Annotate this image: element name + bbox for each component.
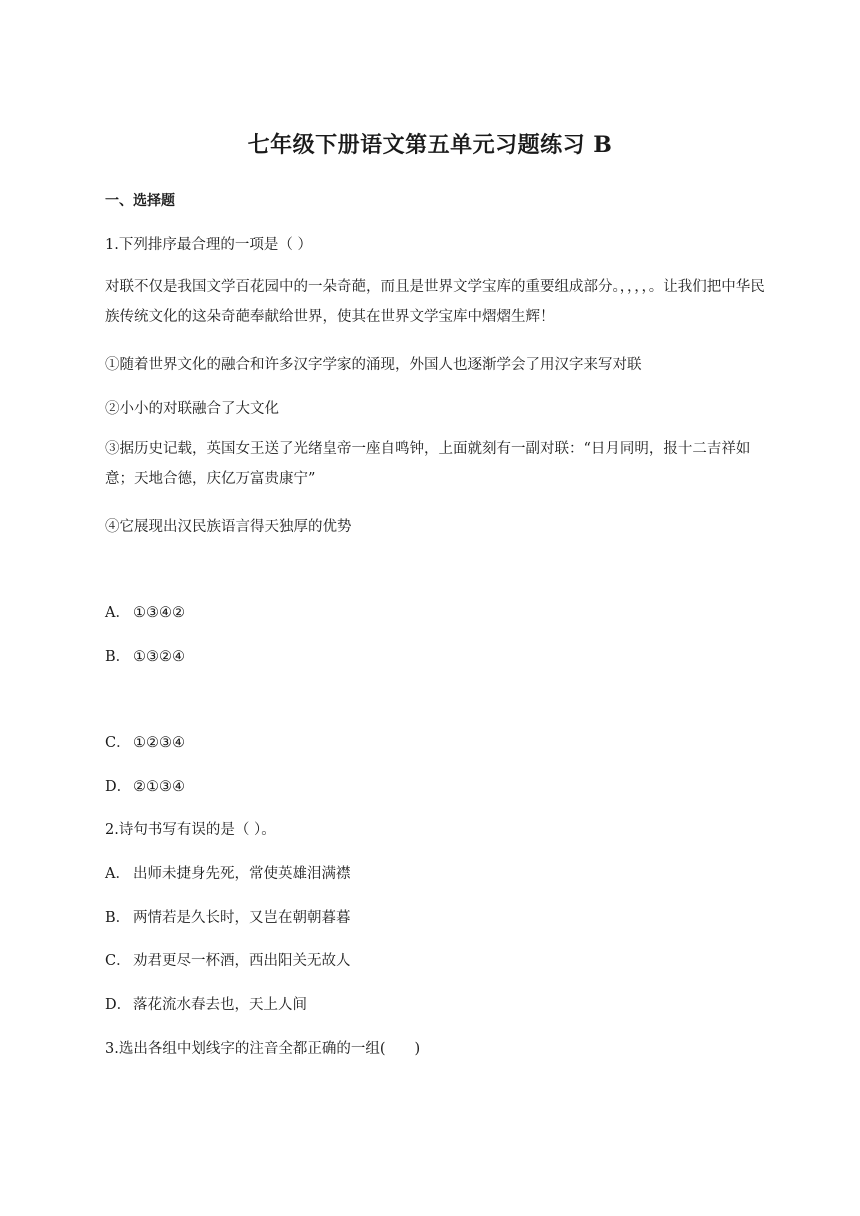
- option-label: B．: [105, 910, 131, 926]
- option-label: D．: [105, 997, 132, 1013]
- option-text: ①③②④: [133, 649, 185, 665]
- question-1-passage: 对联不仅是我国文学百花园中的一朵奇葩，而且是世界文学宝库的重要组成部分。，，，，。让我们把中华民族传统文化的这朵奇葩奉献给世界，使其在世界文学宝库中熠熠生辉！: [105, 279, 765, 325]
- option-label: A．: [105, 866, 130, 882]
- question-1-item-2: ②小小的对联融合了大文化: [105, 401, 279, 417]
- question-1-option-b: [105, 645, 185, 666]
- option-text: 两情若是久长时，又岂在朝朝暮暮: [133, 910, 351, 926]
- question-2-option-d: [105, 993, 307, 1014]
- option-text: 落花流水春去也，天上人间: [133, 997, 307, 1013]
- question-1-stem: 1.下列排序最合理的一项是（ ）: [105, 237, 312, 253]
- question-1-item-4: ④它展现出汉民族语言得天独厚的优势: [105, 519, 352, 535]
- question-2-option-b: [105, 906, 351, 927]
- option-text: ②①③④: [133, 779, 185, 795]
- option-text: ①②③④: [133, 735, 185, 751]
- question-1-item-3: ③据历史记载，英国女王送了光绪皇帝一座自鸣钟，上面就刻有一副对联：“日月同明，报十二吉祥如意；天地合德，庆亿万富贵康宁”: [105, 441, 751, 487]
- option-text: ①③④②: [133, 605, 185, 621]
- question-1-option-d: [105, 775, 185, 796]
- question-3-stem: 3.选出各组中划线字的注音全都正确的一组( ): [105, 1041, 421, 1057]
- question-1-option-c: [105, 731, 185, 752]
- option-text: 劝君更尽一杯酒，西出阳关无故人: [133, 953, 351, 969]
- option-label: C．: [105, 735, 131, 751]
- option-label: B．: [105, 649, 131, 665]
- question-2-stem: 2.诗句书写有误的是（ ）。: [105, 822, 276, 838]
- question-2-option-c: [105, 949, 351, 970]
- option-label: D．: [105, 779, 132, 795]
- section-heading: 一、选择题: [105, 193, 175, 209]
- question-1-option-a: [105, 601, 185, 622]
- question-1-item-1: ①随着世界文化的融合和许多汉字学家的涌现，外国人也逐渐学会了用汉字来写对联: [105, 357, 642, 373]
- question-2-option-a: [105, 862, 351, 883]
- option-label: C．: [105, 953, 131, 969]
- option-label: A．: [105, 605, 130, 621]
- option-text: 出师未捷身先死，常使英雄泪满襟: [133, 866, 351, 882]
- document-title: 七年级下册语文第五单元习题练习 B: [247, 132, 613, 158]
